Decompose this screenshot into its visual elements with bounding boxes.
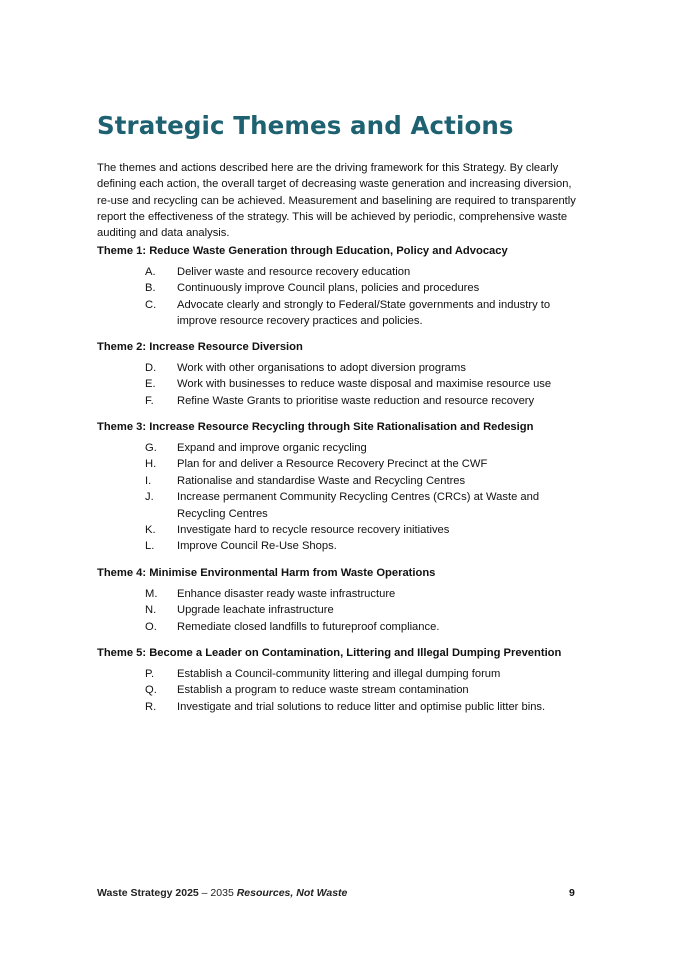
action-text: Enhance disaster ready waste infrastructure bbox=[177, 588, 396, 600]
action-letter: E. bbox=[145, 378, 156, 391]
action-item bbox=[97, 666, 577, 682]
theme-1-heading: Theme 1: Reduce Waste Generation through Education, Policy and Advocacy bbox=[97, 245, 508, 257]
action-letter: K. bbox=[145, 524, 156, 537]
action-item bbox=[97, 473, 577, 489]
action-text: Expand and improve organic recycling bbox=[177, 442, 367, 454]
footer-separator: – 2035 bbox=[198, 887, 237, 899]
action-item bbox=[97, 586, 577, 602]
theme-5-actions bbox=[97, 666, 577, 715]
footer-document-title bbox=[97, 887, 347, 899]
action-letter: F. bbox=[145, 394, 154, 407]
action-letter: J. bbox=[145, 491, 154, 504]
page-title: Strategic Themes and Actions bbox=[97, 111, 514, 140]
action-letter: D. bbox=[145, 362, 157, 374]
action-text: Investigate hard to recycle resource recovery initiatives bbox=[177, 524, 450, 537]
theme-3-heading: Theme 3: Increase Resource Recycling through Site Rationalisation and Redesign bbox=[97, 421, 534, 433]
action-item bbox=[97, 360, 577, 376]
action-text: Investigate and trial solutions to reduce litter and optimise public litter bins. bbox=[177, 700, 546, 713]
action-letter: M. bbox=[145, 588, 158, 600]
page-number: 9 bbox=[569, 887, 575, 899]
action-item bbox=[97, 440, 577, 456]
action-item bbox=[97, 682, 577, 698]
action-letter: C. bbox=[145, 298, 157, 311]
action-text: Rationalise and standardise Waste and Recycling Centres bbox=[177, 474, 466, 487]
action-text: Establish a program to reduce waste stream contamination bbox=[177, 684, 469, 697]
theme-3-actions bbox=[97, 440, 577, 555]
footer-tagline: Resources, Not Waste bbox=[236, 887, 348, 899]
action-item bbox=[97, 393, 577, 409]
theme-4-actions bbox=[97, 586, 577, 635]
action-letter: R. bbox=[145, 700, 157, 713]
action-item bbox=[97, 522, 577, 538]
intro-paragraph: The themes and actions described here are the driving framework for this Strategy. By clearly defining each action, the overall target of decreasing waste generation and increasing diversion, re-use and recycling can be achieved. Measurement and baselining are required to transparently report the effectiveness of the strategy. This will be achieved by periodic, comprehensive waste auditing and data analysis. bbox=[97, 162, 576, 240]
action-text: Deliver waste and resource recovery education bbox=[177, 266, 411, 278]
action-letter: O. bbox=[145, 620, 157, 633]
action-item bbox=[97, 602, 577, 618]
theme-5-heading: Theme 5: Become a Leader on Contamination, Littering and Illegal Dumping Prevention bbox=[97, 647, 562, 659]
action-text: Remediate closed landfills to futureproof compliance. bbox=[177, 620, 440, 633]
action-item bbox=[97, 297, 577, 330]
action-item bbox=[97, 489, 577, 522]
action-letter: Q. bbox=[145, 684, 157, 697]
action-letter: A. bbox=[145, 266, 156, 278]
theme-4-heading: Theme 4: Minimise Environmental Harm from Waste Operations bbox=[97, 567, 436, 579]
action-letter: L. bbox=[145, 540, 155, 553]
action-text: Advocate clearly and strongly to Federal/State governments and industry to improve resource recovery practices and policies. bbox=[177, 298, 551, 328]
action-text: Increase permanent Community Recycling Centres (CRCs) at Waste and Recycling Centres bbox=[177, 491, 540, 520]
action-text: Refine Waste Grants to prioritise waste reduction and resource recovery bbox=[177, 394, 535, 407]
action-text: Continuously improve Council plans, policies and procedures bbox=[177, 282, 480, 295]
action-item bbox=[97, 538, 577, 554]
action-letter: N. bbox=[145, 604, 157, 617]
action-text: Plan for and deliver a Resource Recovery Precinct at the CWF bbox=[177, 458, 488, 471]
action-item bbox=[97, 619, 577, 635]
action-letter: P. bbox=[145, 668, 155, 680]
action-text: Work with other organisations to adopt diversion programs bbox=[177, 362, 466, 374]
action-letter: H. bbox=[145, 458, 157, 471]
theme-2-actions bbox=[97, 360, 577, 409]
action-item bbox=[97, 280, 577, 296]
action-item bbox=[97, 699, 577, 715]
action-letter: B. bbox=[145, 282, 156, 295]
action-text: Work with businesses to reduce waste disposal and maximise resource use bbox=[177, 378, 552, 391]
action-text: Upgrade leachate infrastructure bbox=[177, 604, 334, 617]
footer-strategy: Waste Strategy 2025 bbox=[97, 887, 199, 899]
theme-2-heading: Theme 2: Increase Resource Diversion bbox=[97, 341, 303, 353]
action-item bbox=[97, 376, 577, 392]
action-text: Improve Council Re-Use Shops. bbox=[177, 540, 337, 553]
theme-1-actions bbox=[97, 264, 577, 330]
action-item bbox=[97, 264, 577, 280]
action-letter: I. bbox=[145, 474, 152, 487]
action-text: Establish a Council-community littering and illegal dumping forum bbox=[177, 668, 501, 680]
action-item bbox=[97, 456, 577, 472]
action-letter: G. bbox=[145, 442, 157, 454]
